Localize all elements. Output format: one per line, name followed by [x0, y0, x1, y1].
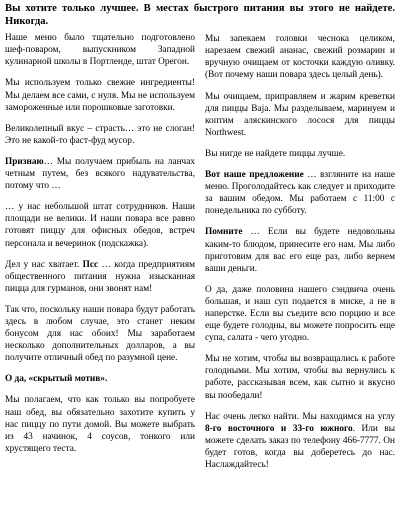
text-remember: … Если вы будете недовольны каким-то блюдом, принесите его нам. Мы либо приготовим для вас его еще раз, либо вернем ваши деньги. [205, 227, 395, 274]
heading-hidden-motive [5, 373, 195, 385]
paragraph-pizza-home: Мы полагаем, что как только вы попробуете наш обед, вы обязательно захотите купить у нас пиццу по пути домой. Вы можете выбрать из 43 начинок, 4 соусов, тонкого или хрустящего теста. [5, 395, 195, 454]
lead-remember: Помните [205, 227, 243, 238]
paragraph-chef: Наше меню было тщательно подготовлено шеф-поваром, выпускником Западной кулинарной школы в Портленде, штат Орегон. [5, 33, 195, 68]
paragraph-fresh-ingredients: Мы используем только свежие ингредиенты! Мы делаем все сами, с нуля. Мы не используем замороженные или порошковые заготовки. [5, 78, 195, 113]
paragraph-not-hungry: Мы не хотим, чтобы вы возвращались к работе голодными. Мы хотим, чтобы вы вернулись к работе, рассказывая всем, как сытно и вкусно вы пообедали! [205, 354, 395, 401]
text-catering-a: Дел у нас хватает. [5, 259, 83, 270]
paragraph-catering [5, 259, 195, 295]
headline: Вы хотите только лучшее. В местах быстрого питания вы этого не найдете. Никогда. [5, 3, 395, 27]
left-column [5, 32, 195, 480]
two-column-body [5, 32, 395, 480]
text-admit: … Мы получаем прибыль на ланчах четным путем, без всякого надувательства, потому что … [5, 156, 195, 192]
paragraph-taste: Великолепный вкус – страсть… это не слоган! Это не какой-то фаст-фуд мусор. [5, 123, 195, 146]
paragraph-portions: О да, даже половина нашего сэндвича очень большая, и наш суп подается в миске, а не в наперстке. Если вы съедите всю порцию и все еще будете голодны, вы можете попросить еще супа, салата - чего угодно. [205, 284, 395, 344]
text-location-a: Нас очень легко найти. Мы находимся на углу [205, 411, 395, 422]
lead-admit: Признаю [5, 156, 44, 167]
heading-hidden-motive-text: О да, «скрытый мотив». [5, 374, 108, 385]
paragraph-garlic: Мы запекаем головки чеснока целиком, нарезаем свежий ананас, свежий розмарин и вручную очищаем от косточки каждую оливку. (Вот почему наши повара здесь целый день). [205, 34, 395, 81]
text-catering-b: … когда предприятиям общественного питания нужна изысканная пицца для гурманов, они звонят нам! [5, 259, 195, 294]
paragraph-best-pizza: Вы нигде не найдете пиццы лучше. [205, 148, 346, 159]
paragraph-shrimp: Мы очищаем, приправляем и жарим креветки для пиццы Baja. Мы разделываем, маринуем и коптим аляскинского лосося для пиццы Northwest. [205, 91, 395, 138]
paragraph-remember [205, 226, 395, 274]
paragraph-admit [5, 156, 195, 192]
paragraph-offer [205, 169, 395, 217]
paragraph-location [205, 411, 395, 471]
text-location-b: . Или вы можете сделать заказ по телефону 466-7777. Он будет готов, когда вы доберетесь до нас. Наслаждайтесь! [205, 423, 395, 470]
right-column [205, 32, 395, 480]
address-bold: 8-го восточного и 33-го южного [205, 423, 353, 434]
text-offer: … взгляните на наше меню. Проголодайтесь как следует и приходите за вашим обедом. Мы работаем с 11:00 с понедельника по субботу. [205, 170, 395, 217]
paragraph-bonus: Так что, поскольку наши повара будут работать здесь в любом случае, это станет неким бонусом для нас обоих! Мы заработаем несколько дополнительных долларов, а вы получите отличный обед по разумной цене. [5, 304, 195, 364]
paragraph-small-staff: … у нас небольшой штат сотрудников. Наши площади не велики. И наши повара все равно готовят пиццу для офисных обедов, встреч персонала и вечеринок (подскажка). [5, 202, 195, 249]
lead-pss: Псс [82, 259, 99, 270]
lead-offer: Вот наше предложение [205, 170, 304, 181]
